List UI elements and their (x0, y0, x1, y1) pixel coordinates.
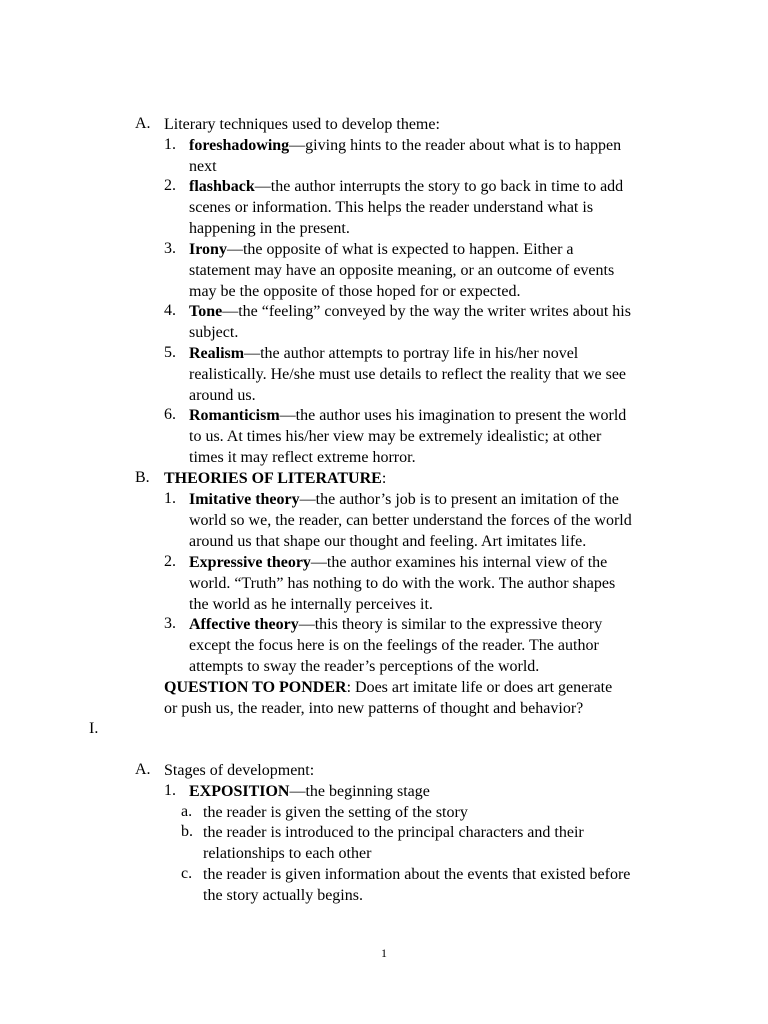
sub-item-marker: c. (181, 865, 193, 882)
list-item-text: world so we, the reader, can better understand the forces of the world (189, 512, 632, 529)
roman-numeral-marker: I. (89, 720, 99, 737)
list-item-romanticism: Romanticism—the author uses his imagination to present the world (189, 407, 627, 424)
list-item-text: around us that shape our thought and feeling. Art imitates life. (189, 533, 587, 550)
list-item-text: scenes or information. This helps the reader understand what is (189, 199, 594, 216)
term: EXPOSITION (189, 783, 290, 800)
list-item-flashback: flashback—the author interrupts the story to go back in time to add (189, 178, 624, 195)
sub-item-text: the story actually begins. (203, 887, 363, 904)
list-item-text: world. “Truth” has nothing to do with the work. The author shapes (189, 575, 616, 592)
list-item-marker: 3. (164, 240, 176, 257)
sub-item-text: relationships to each other (203, 845, 372, 862)
list-item-marker: 1. (164, 490, 176, 507)
list-item-text: statement may have an opposite meaning, or an outcome of events (189, 262, 615, 279)
section-a-marker: A. (135, 761, 151, 778)
section-a-heading: Stages of development: (164, 762, 315, 779)
list-item-text: to us. At times his/her view may be extremely idealistic; at other (189, 428, 602, 445)
term: Irony (189, 241, 227, 258)
term: Romanticism (189, 407, 280, 424)
list-item-text: next (189, 158, 217, 175)
list-item-text: subject. (189, 324, 239, 341)
list-item-tone: Tone—the “feeling” conveyed by the way the writer writes about his (189, 303, 631, 320)
list-item-text: happening in the present. (189, 220, 350, 237)
list-item-realism: Realism—the author attempts to portray life in his/her novel (189, 345, 579, 362)
list-item-text: around us. (189, 387, 256, 404)
list-item-marker: 5. (164, 344, 176, 361)
list-item-text: attempts to sway the reader’s perceptions of the world. (189, 658, 540, 675)
list-item-marker: 2. (164, 177, 176, 194)
term: foreshadowing (189, 137, 290, 154)
list-item-irony: Irony—the opposite of what is expected to happen. Either a (189, 241, 574, 258)
list-item-marker: 1. (164, 136, 176, 153)
sub-item-text: the reader is introduced to the principal characters and their (203, 824, 584, 841)
term: Realism (189, 345, 245, 362)
term: flashback (189, 178, 255, 195)
question-label: QUESTION TO PONDER (164, 679, 347, 696)
section-a-heading: Literary techniques used to develop theme: (164, 116, 440, 133)
sub-item-text: the reader is given information about the events that existed before (203, 866, 631, 883)
section-b-heading: THEORIES OF LITERATURE: (164, 470, 387, 487)
term: Tone (189, 303, 223, 320)
list-item-marker: 1. (164, 782, 176, 799)
list-item-text: may be the opposite of those hoped for or expected. (189, 283, 521, 300)
list-item-text: realistically. He/she must use details to reflect the reality that we see (189, 366, 627, 383)
question-text: or push us, the reader, into new patterns of thought and behavior? (164, 700, 584, 717)
list-item-marker: 2. (164, 553, 176, 570)
section-a-marker: A. (135, 115, 151, 132)
list-item-foreshadowing: foreshadowing—giving hints to the reader about what is to happen (189, 137, 622, 154)
question-to-ponder: QUESTION TO PONDER: Does art imitate life or does art generate (164, 679, 613, 696)
sub-item-marker: b. (181, 823, 193, 840)
list-item-imitative-theory: Imitative theory—the author’s job is to present an imitation of the (189, 491, 619, 508)
heading-text: THEORIES OF LITERATURE (164, 470, 382, 487)
list-item-marker: 3. (164, 615, 176, 632)
list-item-affective-theory: Affective theory—this theory is similar to the expressive theory (189, 616, 603, 633)
list-item-marker: 6. (164, 406, 176, 423)
list-item-text: the world as he internally perceives it. (189, 596, 433, 613)
list-item-text: except the focus here is on the feelings of the reader. The author (189, 637, 599, 654)
list-item-text: times it may reflect extreme horror. (189, 449, 416, 466)
term: Affective theory (189, 616, 299, 633)
term: Expressive theory (189, 554, 311, 571)
list-item-expressive-theory: Expressive theory—the author examines his internal view of the (189, 554, 608, 571)
section-b-marker: B. (135, 469, 150, 486)
sub-item-text: the reader is given the setting of the story (203, 804, 468, 821)
list-item-marker: 4. (164, 302, 176, 319)
term: Imitative theory (189, 491, 300, 508)
list-item-exposition: EXPOSITION—the beginning stage (189, 783, 430, 800)
sub-item-marker: a. (181, 803, 193, 820)
page-number: 1 (381, 946, 387, 960)
